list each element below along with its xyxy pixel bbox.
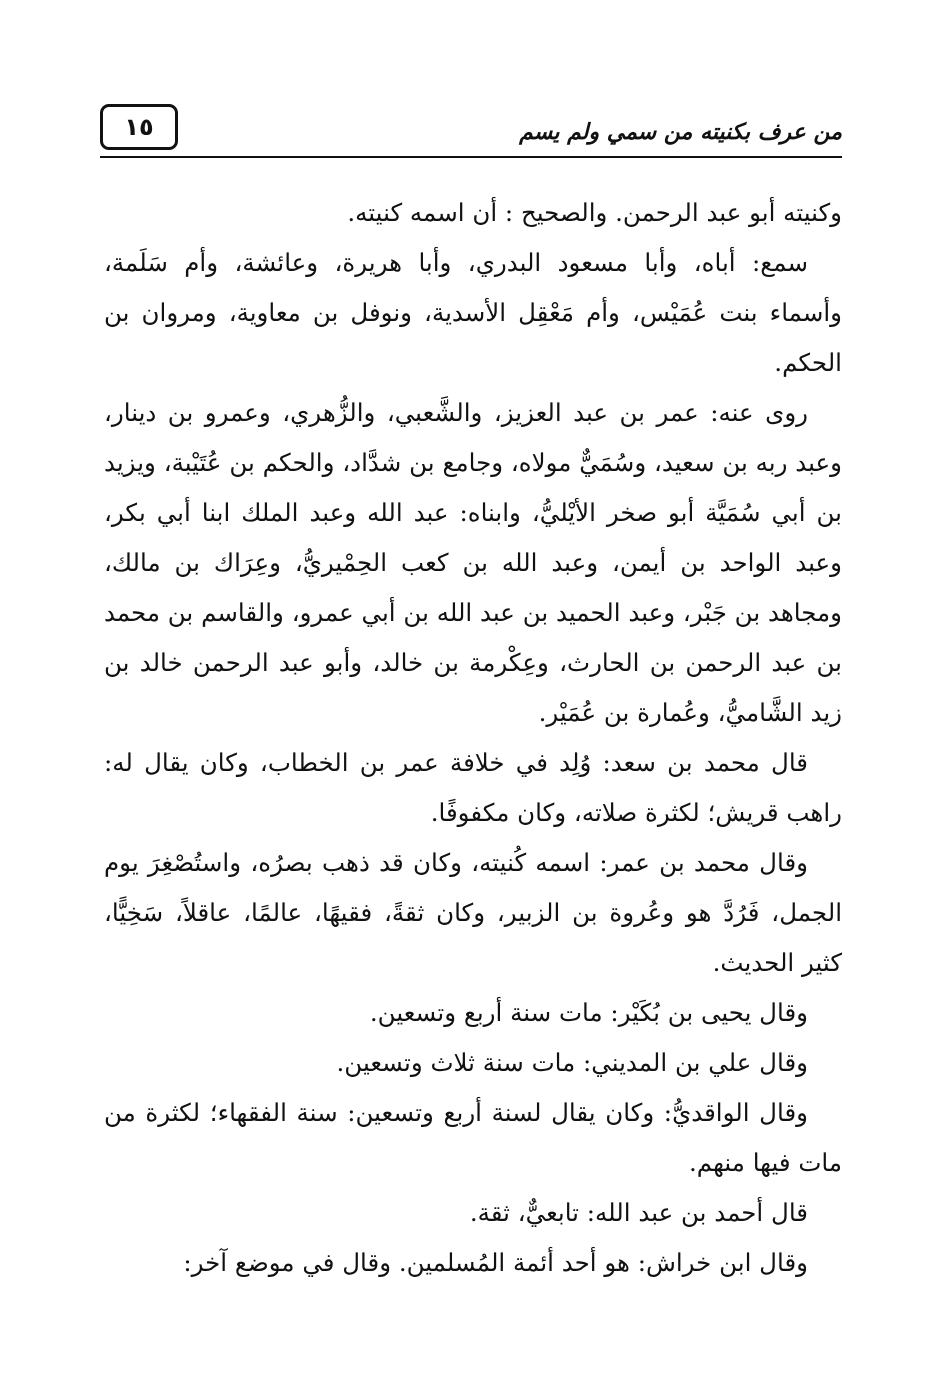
paragraph-ibn-khirash: وقال ابن خراش: هو أحد أئمة المُسلمين. وقال في موضع آخر: [183,1248,808,1277]
page-header [100,104,842,160]
paragraph-ibn-sad: قال محمد بن سعد: وُلِد في خلافة عمر بن الخطاب، وكان يقال له: راهب قريش؛ لكثرة صلاته، وكان مكفوفًا. [104,748,842,827]
paragraph-ali-ibn-al-madini: وقال علي بن المديني: مات سنة ثلاث وتسعين. [336,1048,808,1077]
body-text [104,188,842,1288]
paragraph-muhammad-ibn-umar: وقال محمد بن عمر: اسمه كُنيته، وكان قد ذهب بصرُه، واستُصْغِرَ يوم الجمل، فَرُدَّ هو وعُروة بن الزبير، وكان ثقةً، فقيهًا، عالمًا، عاقلاً، سَخِيًّا، كثير الحديث. [104,848,842,977]
paragraph-al-waqidi: وقال الواقديُّ: وكان يقال لسنة أربع وتسعين: سنة الفقهاء؛ لكثرة من مات فيها منهم. [104,1098,842,1177]
paragraph-narrated-from-him: روى عنه: عمر بن عبد العزيز، والشَّعبي، والزُّهري، وعمرو بن دينار، وعبد ربه بن سعيد، وسُمَيٌّ مولاه، وجامع بن شدَّاد، والحكم بن عُتَيْبة، ويزيد بن أبي سُمَيَّة أبو صخر الأيْليُّ، وابناه: عبد الله وعبد الملك ابنا أبي بكر، وعبد الواحد بن أيمن، وعبد الله بن كعب الحِمْيريُّ، وعِرَاك بن مالك، ومجاهد بن جَبْر، وعبد الحميد بن عبد الله بن أبي عمرو، والقاسم بن محمد بن عبد الرحمن بن الحارث، وعِكْرمة بن خالد، وأبو عبد الرحمن خالد بن زيد الشَّاميُّ، وعُمارة بن عُمَيْر. [104,398,842,727]
paragraph-kunya: وكنيته أبو عبد الرحمن. والصحيح : أن اسمه كنيته. [347,198,842,227]
page-number: ١٥ [100,104,178,150]
paragraph-ahmad-ibn-abdullah: قال أحمد بن عبد الله: تابعيٌّ، ثقة. [469,1198,808,1227]
paragraph-heard-from: سمع: أباه، وأبا مسعود البدري، وأبا هريرة، وعائشة، وأم سَلَمة، وأسماء بنت عُمَيْس، وأم مَعْقِل الأسدية، ونوفل بن معاوية، ومروان بن الحكم. [104,248,842,377]
running-title: من عرف بكنيته من سمي ولم يسم [519,120,842,145]
header-rule [100,156,842,158]
paragraph-yahya-ibn-bukayr: وقال يحيى بن بُكَيْر: مات سنة أربع وتسعين. [369,998,808,1027]
